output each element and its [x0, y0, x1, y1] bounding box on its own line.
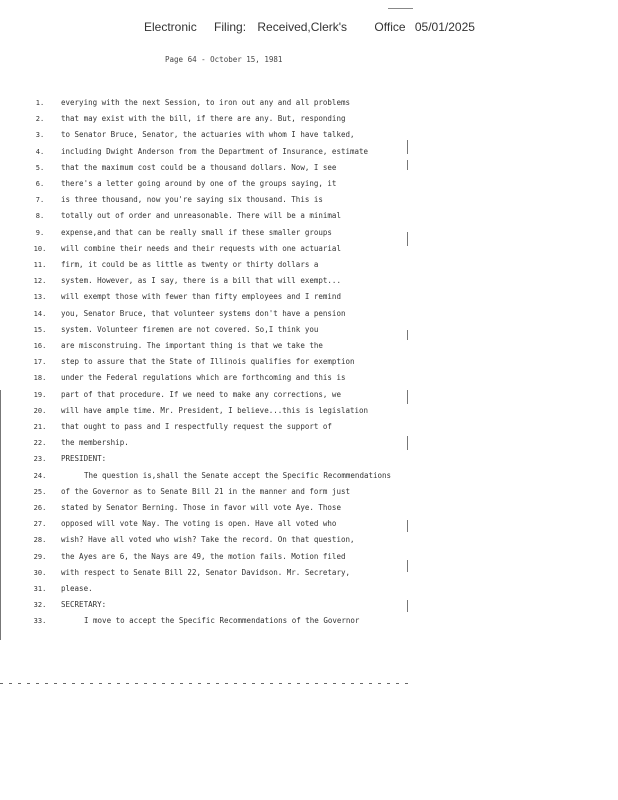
transcript-line: [0, 567, 420, 579]
line-text: The question is,shall the Senate accept the Specific Recommendations: [84, 470, 392, 480]
right-margin-mark: [407, 390, 408, 404]
line-number: 23.: [33, 455, 47, 464]
line-text: system. Volunteer firemen are not covered. So,I think you: [61, 324, 319, 334]
line-text: opposed will vote Nay. The voting is open. Have all voted who: [61, 519, 337, 529]
transcript-line: [0, 291, 420, 303]
right-margin-mark: [407, 600, 408, 612]
right-margin-mark: [407, 140, 408, 154]
line-number: 1.: [35, 99, 45, 107]
line-number: 30.: [33, 568, 47, 577]
transcript-line: [0, 129, 420, 141]
line-text: will exempt those with fewer than fifty employees and I remind: [61, 292, 341, 302]
transcript-line: [0, 210, 420, 222]
transcript-line: [0, 486, 420, 498]
transcript-line: [0, 356, 420, 368]
transcript-line: [0, 470, 420, 482]
line-text: expense,and that can be really small if these smaller groups: [61, 227, 332, 237]
line-text: to Senator Bruce, Senator, the actuaries with whom I have talked,: [61, 130, 355, 140]
line-number: 27.: [33, 520, 47, 529]
transcript-line: [0, 324, 420, 336]
line-number: 31.: [33, 585, 47, 593]
right-margin-mark: [407, 520, 408, 532]
line-text: everying with the next Session, to iron out any and all problems: [61, 98, 350, 107]
line-number: 22.: [33, 439, 47, 448]
transcript-line: [0, 534, 420, 546]
transcript-line: [0, 583, 420, 595]
line-text: system. However, as I say, there is a bill that will exempt...: [61, 276, 341, 286]
transcript-line: [0, 194, 420, 206]
stamp-filing: Filing:: [214, 20, 247, 34]
line-number: 5.: [35, 163, 45, 172]
transcript-line: [0, 389, 420, 401]
stamp-office: Office: [374, 20, 406, 34]
transcript-line: [0, 421, 420, 433]
line-text: step to assure that the State of Illinois qualifies for exemption: [61, 357, 355, 367]
transcript-line: [0, 340, 420, 352]
right-margin-mark: [407, 436, 408, 450]
stamp-date: 05/01/2025: [414, 20, 475, 34]
line-number: 7.: [35, 196, 45, 205]
right-margin-mark: [407, 560, 408, 572]
line-text: that ought to pass and I respectfully request the support of: [61, 422, 332, 431]
line-text: will have ample time. Mr. President, I believe...this is legislation: [61, 405, 369, 415]
transcript-line: [0, 227, 420, 239]
line-text: are misconstruing. The important thing is that we take the: [61, 341, 323, 350]
line-text: that the maximum cost could be a thousand dollars. Now, I see: [61, 162, 337, 172]
page-header: Page 64 - October 15, 1981: [165, 55, 283, 64]
line-number: 32.: [33, 601, 47, 610]
line-number: 12.: [33, 277, 47, 286]
line-number: 3.: [35, 131, 45, 140]
transcript-line: [0, 259, 420, 271]
line-text: under the Federal regulations which are forthcoming and this is: [61, 373, 346, 383]
line-number: 8.: [35, 212, 45, 221]
line-text: totally out of order and unreasonable. There will be a minimal: [61, 211, 341, 221]
transcript-line: [0, 162, 420, 174]
transcript-line: [0, 437, 420, 449]
transcript-line: [0, 453, 420, 465]
line-number: 33.: [33, 617, 47, 626]
stamp-electronic: Electronic: [144, 20, 197, 34]
transcript-line: [0, 97, 420, 109]
line-number: 4.: [35, 147, 45, 156]
line-text: there's a letter going around by one of the groups saying, it: [61, 179, 337, 188]
line-text: SECRETARY:: [61, 600, 107, 610]
transcript-line: [0, 551, 420, 563]
transcript-line: [0, 518, 420, 530]
line-text: will combine their needs and their requests with one actuarial: [61, 243, 341, 253]
right-margin-mark: [407, 232, 408, 246]
line-number: 11.: [33, 261, 47, 269]
line-text: PRESIDENT:: [61, 454, 107, 464]
transcript-line: [0, 243, 420, 255]
stamp-received: Received,: [257, 20, 311, 34]
line-number: 25.: [33, 487, 47, 496]
line-text: stated by Senator Berning. Those in favor will vote Aye. Those: [61, 503, 341, 512]
stamp-clerk: Clerk's: [310, 20, 348, 34]
line-number: 10.: [33, 244, 47, 253]
transcript-line: [0, 599, 420, 611]
line-number: 14.: [33, 309, 47, 318]
transcript-line: [0, 275, 420, 287]
top-edge-mark: [388, 8, 413, 9]
left-margin-mark: [0, 390, 1, 640]
line-number: 2.: [35, 115, 45, 124]
line-text: that may exist with the bill, if there are any. But, responding: [61, 114, 346, 124]
transcript-line: [0, 308, 420, 320]
line-number: 28.: [33, 536, 47, 545]
line-text: the Ayes are 6, the Nays are 49, the motion fails. Motion filed: [61, 551, 346, 561]
line-number: 20.: [33, 406, 47, 415]
line-number: 16.: [33, 342, 47, 350]
line-text: please.: [61, 584, 93, 593]
transcript-line: [0, 113, 420, 125]
transcript-line: [0, 146, 420, 158]
line-text: part of that procedure. If we need to make any corrections, we: [61, 389, 341, 399]
line-text: wish? Have all voted who wish? Take the record. On that question,: [61, 535, 355, 545]
line-text: with respect to Senate Bill 22, Senator Davidson. Mr. Secretary,: [61, 567, 350, 577]
line-text: the membership.: [61, 438, 129, 448]
line-number: 19.: [33, 390, 47, 399]
line-text: you, Senator Bruce, that volunteer systems don't have a pension: [61, 308, 346, 318]
line-text: I move to accept the Specific Recommendations of the Governor: [84, 616, 360, 626]
line-number: 29.: [33, 552, 47, 561]
line-number: 6.: [35, 180, 45, 188]
right-margin-mark: [407, 160, 408, 170]
line-number: 13.: [33, 293, 47, 302]
line-number: 15.: [33, 325, 47, 334]
line-text: is three thousand, now you're saying six thousand. This is: [61, 195, 323, 205]
bottom-rule: [0, 683, 410, 684]
line-text: firm, it could be as little as twenty or thirty dollars a: [61, 260, 319, 269]
line-number: 18.: [33, 374, 47, 383]
line-number: 21.: [33, 423, 47, 431]
line-number: 17.: [33, 358, 47, 367]
line-number: 9.: [35, 228, 45, 237]
filing-stamp: [144, 20, 479, 34]
line-number: 24.: [33, 471, 47, 480]
line-number: 26.: [33, 504, 47, 512]
line-text: including Dwight Anderson from the Department of Insurance, estimate: [61, 146, 369, 156]
transcript-line: [0, 502, 420, 514]
transcript-line: [0, 615, 420, 627]
right-margin-mark: [407, 330, 408, 340]
line-text: of the Governor as to Senate Bill 21 in the manner and form just: [61, 486, 350, 496]
transcript-line: [0, 372, 420, 384]
transcript-line: [0, 178, 420, 190]
transcript-line: [0, 405, 420, 417]
